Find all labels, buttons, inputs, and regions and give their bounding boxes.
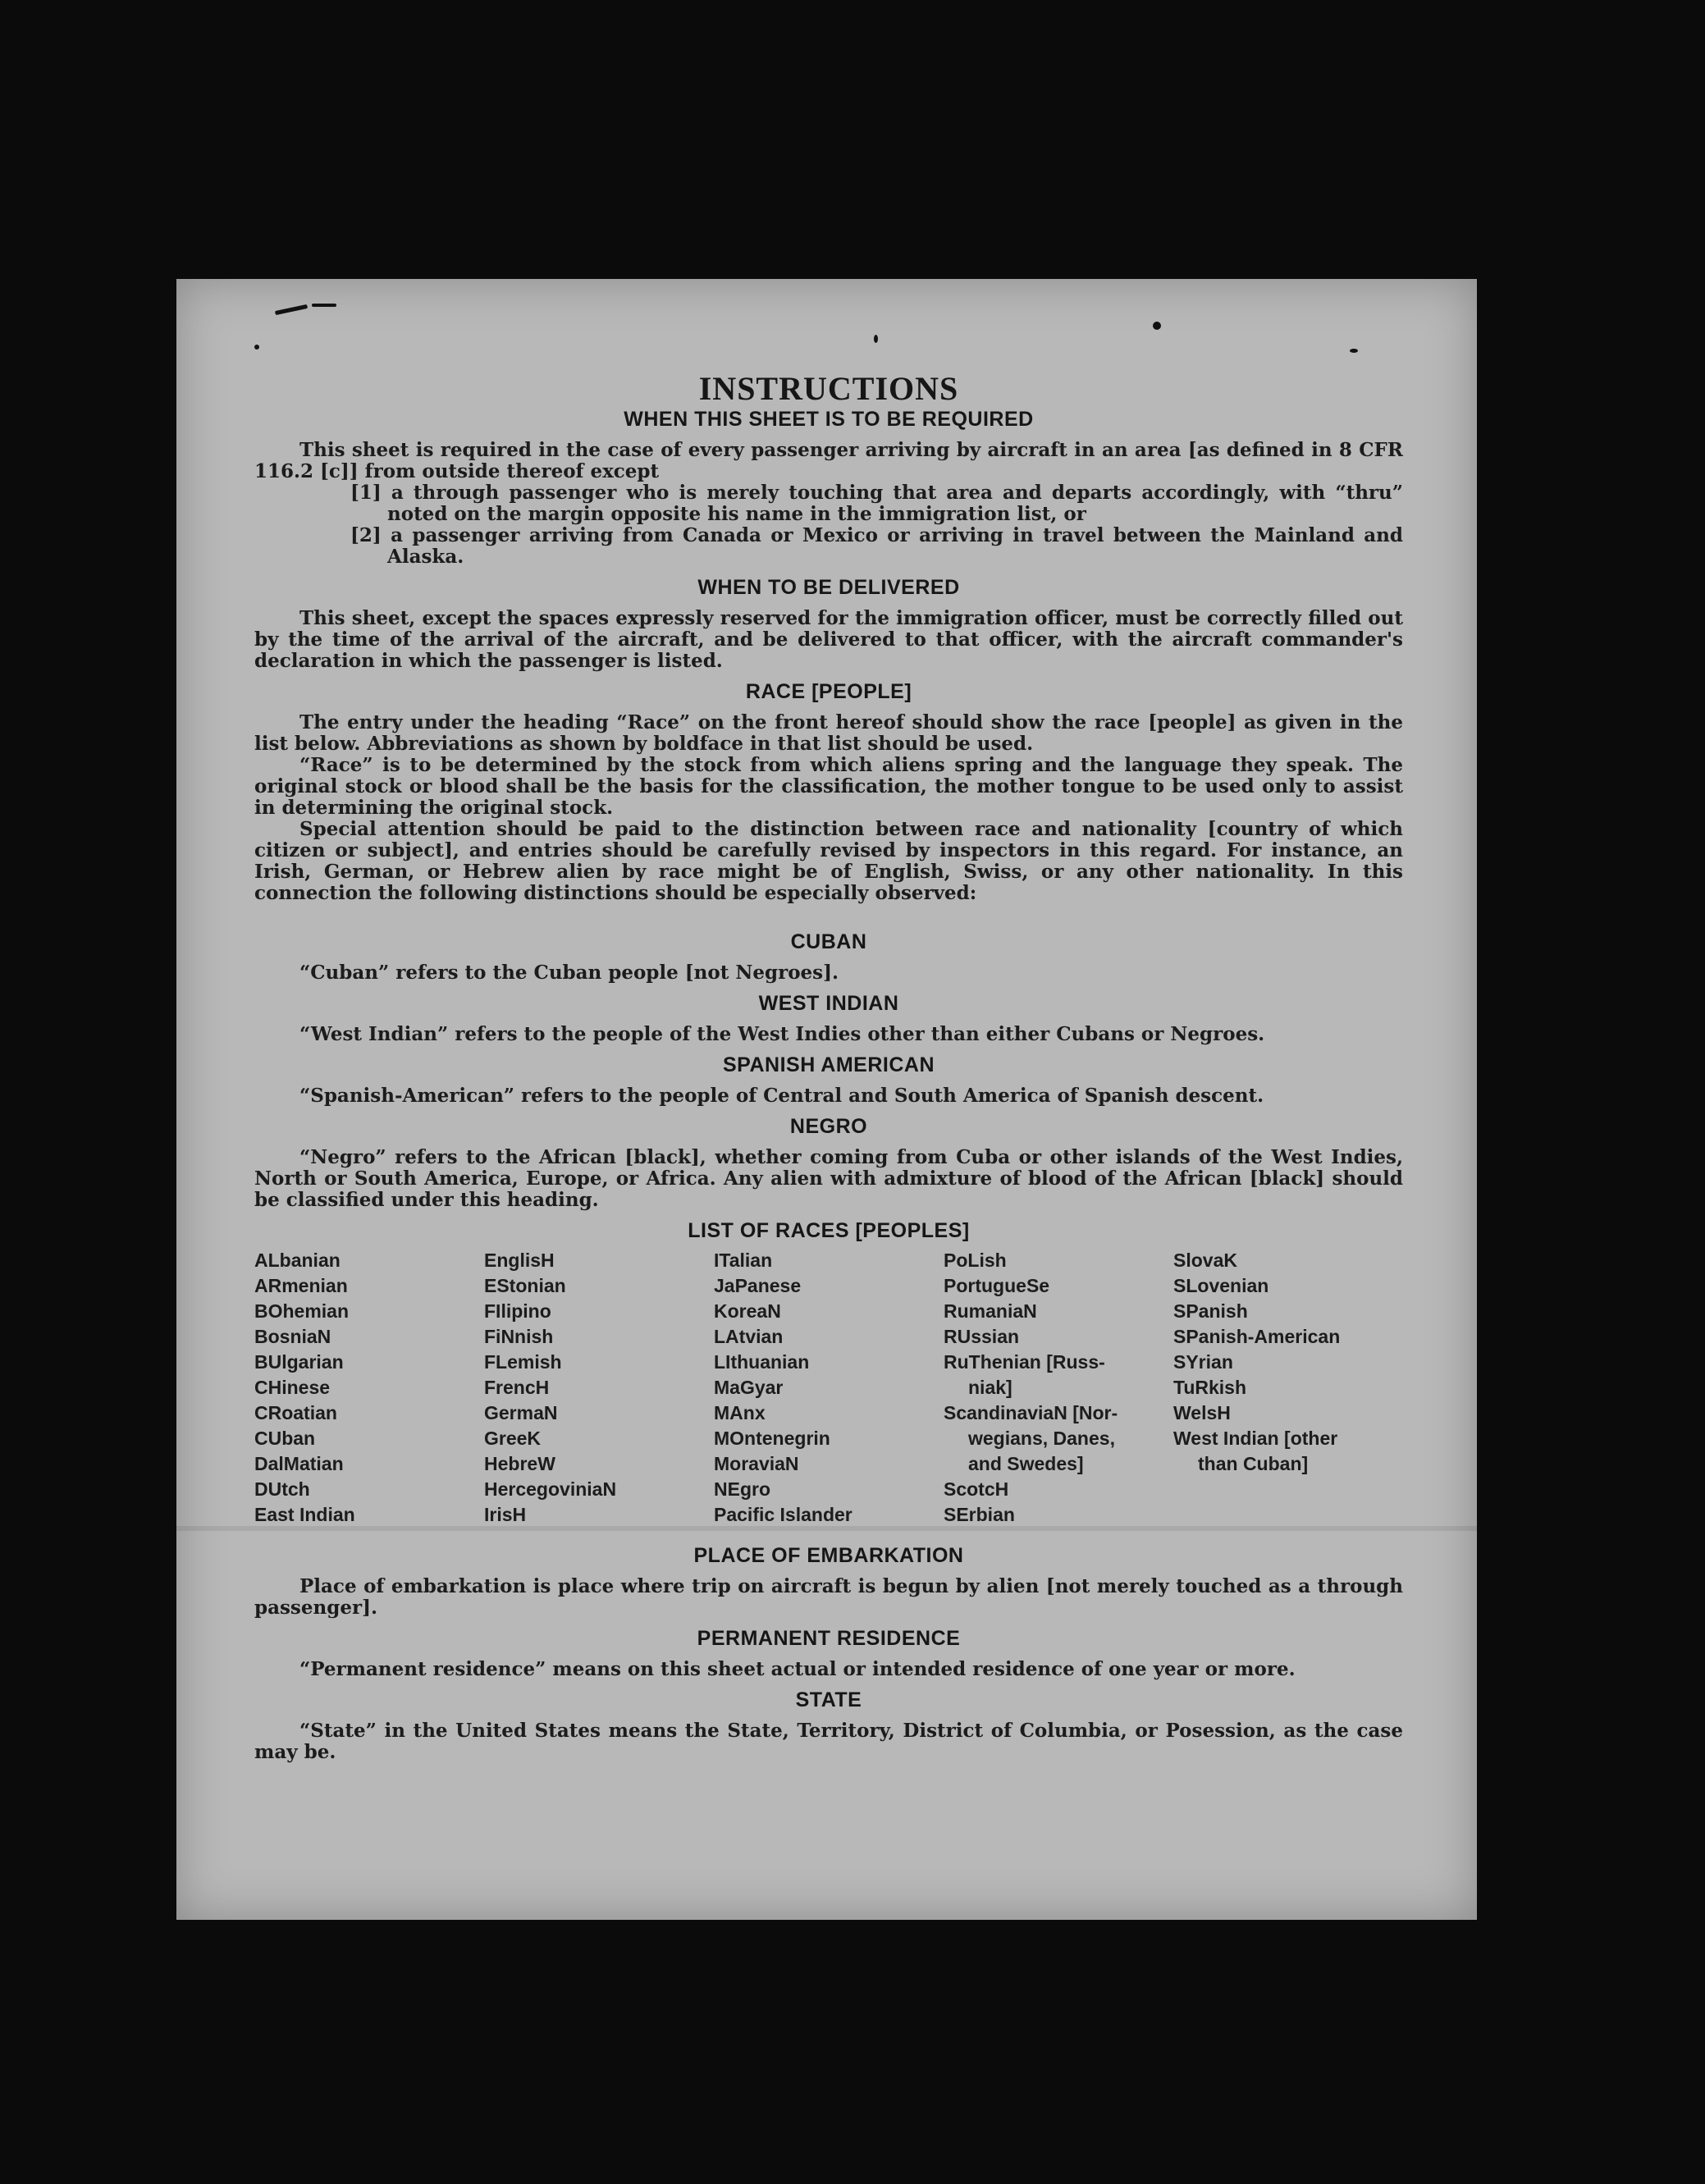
race-list-item: FiNnish: [484, 1326, 554, 1347]
scan-mark: [1350, 349, 1358, 353]
race-list-item: EnglisH: [484, 1250, 555, 1271]
race-list-item: LIthuanian: [714, 1351, 810, 1373]
delivered-text: This sheet, except the spaces expressly reserved for the immigration officer, must be correctly filled out by the time of the arrival of the aircraft, and be delivered to that officer, with the aircraft commander's declaration in which the passenger is listed.: [254, 607, 1403, 672]
instructions-content: [254, 369, 1403, 1763]
race-list-item: ScandinaviaN [Nor-: [944, 1402, 1118, 1423]
race-list-item: CRoatian: [254, 1402, 337, 1423]
heading-delivered: WHEN TO BE DELIVERED: [697, 576, 960, 599]
race-list-item: Pacific Islander: [714, 1504, 852, 1525]
races-list: [254, 1248, 1403, 1528]
race-list-item: CHinese: [254, 1377, 331, 1398]
negro-text: “Negro” refers to the African [black], whether coming from Cuba or other islands of the West Indies, North or South America, Europe, or Africa. Any alien with admixture of blood of the African [black] should be classified under this heading.: [254, 1146, 1403, 1211]
race-list-item: RumaniaN: [944, 1300, 1037, 1322]
race-list-item: FIlipino: [484, 1300, 551, 1322]
race-list-item: wegians, Danes,: [968, 1428, 1115, 1449]
race-list-item: SLovenian: [1173, 1275, 1269, 1296]
race-list-item: East Indian: [254, 1504, 355, 1525]
scan-mark: [275, 304, 308, 315]
race-list-item: MAnx: [714, 1402, 766, 1423]
race-list-item: BOhemian: [254, 1300, 350, 1322]
race-paragraph-3: Special attention should be paid to the distinction between race and nationality [country of which citizen or subject], and entries should be carefully revised by inspectors in this regard. For instance, an Irish, German, or Hebrew alien by race might be of English, Swiss, or any other nationality. In this connection the following distinctions should be especially observed:: [254, 818, 1403, 904]
scan-mark: [254, 345, 259, 350]
heading-required: WHEN THIS SHEET IS TO BE REQUIRED: [624, 408, 1034, 431]
races-column-1: [254, 1248, 484, 1528]
race-list-item: ScotcH: [944, 1478, 1009, 1500]
races-column-3: [714, 1248, 944, 1528]
race-list-item: MOntenegrin: [714, 1428, 830, 1449]
heading-negro: NEGRO: [789, 1115, 868, 1138]
west-indian-text: “West Indian” refers to the people of the West Indies other than either Cubans or Negroes.: [299, 1023, 1265, 1045]
race-list-item: BUlgarian: [254, 1351, 344, 1373]
required-item-1: [1] a through passenger who is merely touching that area and departs accordingly, with “thru” noted on the margin opposite his name in the immigration list, or: [350, 482, 1403, 525]
heading-embarkation: PLACE OF EMBARKATION: [693, 1544, 964, 1567]
heading-west-indian: WEST INDIAN: [758, 992, 899, 1015]
race-list-item: IrisH: [484, 1504, 527, 1525]
heading-cuban: CUBAN: [790, 930, 867, 953]
spanish-american-text: “Spanish-American” refers to the people of Central and South America of Spanish descent.: [299, 1085, 1264, 1107]
race-list-item: JaPanese: [714, 1275, 802, 1296]
embarkation-text: Place of embarkation is place where trip on aircraft is begun by alien [not merely touched as a through passenger].: [254, 1575, 1403, 1619]
cuban-text: “Cuban” refers to the Cuban people [not Negroes].: [299, 962, 839, 984]
race-list-item: PoLish: [944, 1250, 1007, 1271]
scan-mark: [874, 335, 878, 343]
race-list-item: SErbian: [944, 1504, 1015, 1525]
race-list-item: LAtvian: [714, 1326, 784, 1347]
race-list-item: RUssian: [944, 1326, 1020, 1347]
heading-races-list: LIST OF RACES [PEOPLES]: [688, 1219, 970, 1242]
document-sheet: [176, 279, 1477, 1920]
race-list-item: MoraviaN: [714, 1453, 799, 1474]
residence-text: “Permanent residence” means on this sheet actual or intended residence of one year or more.: [299, 1658, 1296, 1680]
races-column-4: [944, 1248, 1173, 1528]
race-list-item: GreeK: [484, 1428, 542, 1449]
race-list-item: ITalian: [714, 1250, 773, 1271]
race-list-item: NEgro: [714, 1478, 770, 1500]
race-list-item: TuRkish: [1173, 1377, 1247, 1398]
race-list-item: ALbanian: [254, 1250, 341, 1271]
race-list-item: than Cuban]: [1198, 1453, 1309, 1474]
race-paragraph-1: The entry under the heading “Race” on the front hereof should show the race [people] as given in the list below. Abbreviations as shown by boldface in that list should be used.: [254, 711, 1403, 755]
race-list-item: BosniaN: [254, 1326, 331, 1347]
heading-race: RACE [PEOPLE]: [745, 680, 912, 703]
race-list-item: niak]: [968, 1377, 1012, 1398]
race-list-item: PortugueSe: [944, 1275, 1050, 1296]
race-list-item: GermaN: [484, 1402, 558, 1423]
race-list-item: FrencH: [484, 1377, 550, 1398]
race-list-item: West Indian [other: [1173, 1428, 1338, 1449]
heading-residence: PERMANENT RESIDENCE: [697, 1627, 961, 1650]
race-list-item: HercegoviniaN: [484, 1478, 617, 1500]
race-list-item: DalMatian: [254, 1453, 344, 1474]
race-list-item: HebreW: [484, 1453, 555, 1474]
race-list-item: and Swedes]: [968, 1453, 1084, 1474]
race-list-item: EStonian: [484, 1275, 566, 1296]
race-list-item: SPanish: [1173, 1300, 1248, 1322]
race-list-item: MaGyar: [714, 1377, 784, 1398]
race-list-item: RuThenian [Russ-: [944, 1351, 1105, 1373]
race-list-item: FLemish: [484, 1351, 562, 1373]
heading-spanish-american: SPANISH AMERICAN: [722, 1053, 935, 1076]
race-list-item: CUban: [254, 1428, 316, 1449]
heading-state: STATE: [795, 1688, 862, 1711]
races-column-2: [484, 1248, 714, 1528]
race-list-item: DUtch: [254, 1478, 310, 1500]
page-title: INSTRUCTIONS: [698, 370, 959, 407]
race-paragraph-2: “Race” is to be determined by the stock from which aliens spring and the language they speak. The original stock or blood shall be the basis for the classification, the mother tongue to be used only to assist in determining the original stock.: [254, 754, 1403, 819]
race-list-item: SYrian: [1173, 1351, 1233, 1373]
scan-mark: [312, 304, 336, 307]
required-intro: This sheet is required in the case of every passenger arriving by aircraft in an area [as defined in 8 CFR 116.2 [c]] from outside thereof except: [254, 439, 1403, 482]
race-list-item: WelsH: [1173, 1402, 1231, 1423]
race-list-item: KoreaN: [714, 1300, 781, 1322]
scan-mark: [1153, 322, 1161, 330]
state-text: “State” in the United States means the State, Territory, District of Columbia, or Posession, as the case may be.: [254, 1720, 1403, 1763]
races-column-5: [1173, 1248, 1403, 1528]
race-list-item: SlovaK: [1173, 1250, 1237, 1271]
required-item-2: [2] a passenger arriving from Canada or Mexico or arriving in travel between the Mainland and Alaska.: [350, 524, 1403, 568]
race-list-item: SPanish-American: [1173, 1326, 1341, 1347]
race-list-item: ARmenian: [254, 1275, 348, 1296]
